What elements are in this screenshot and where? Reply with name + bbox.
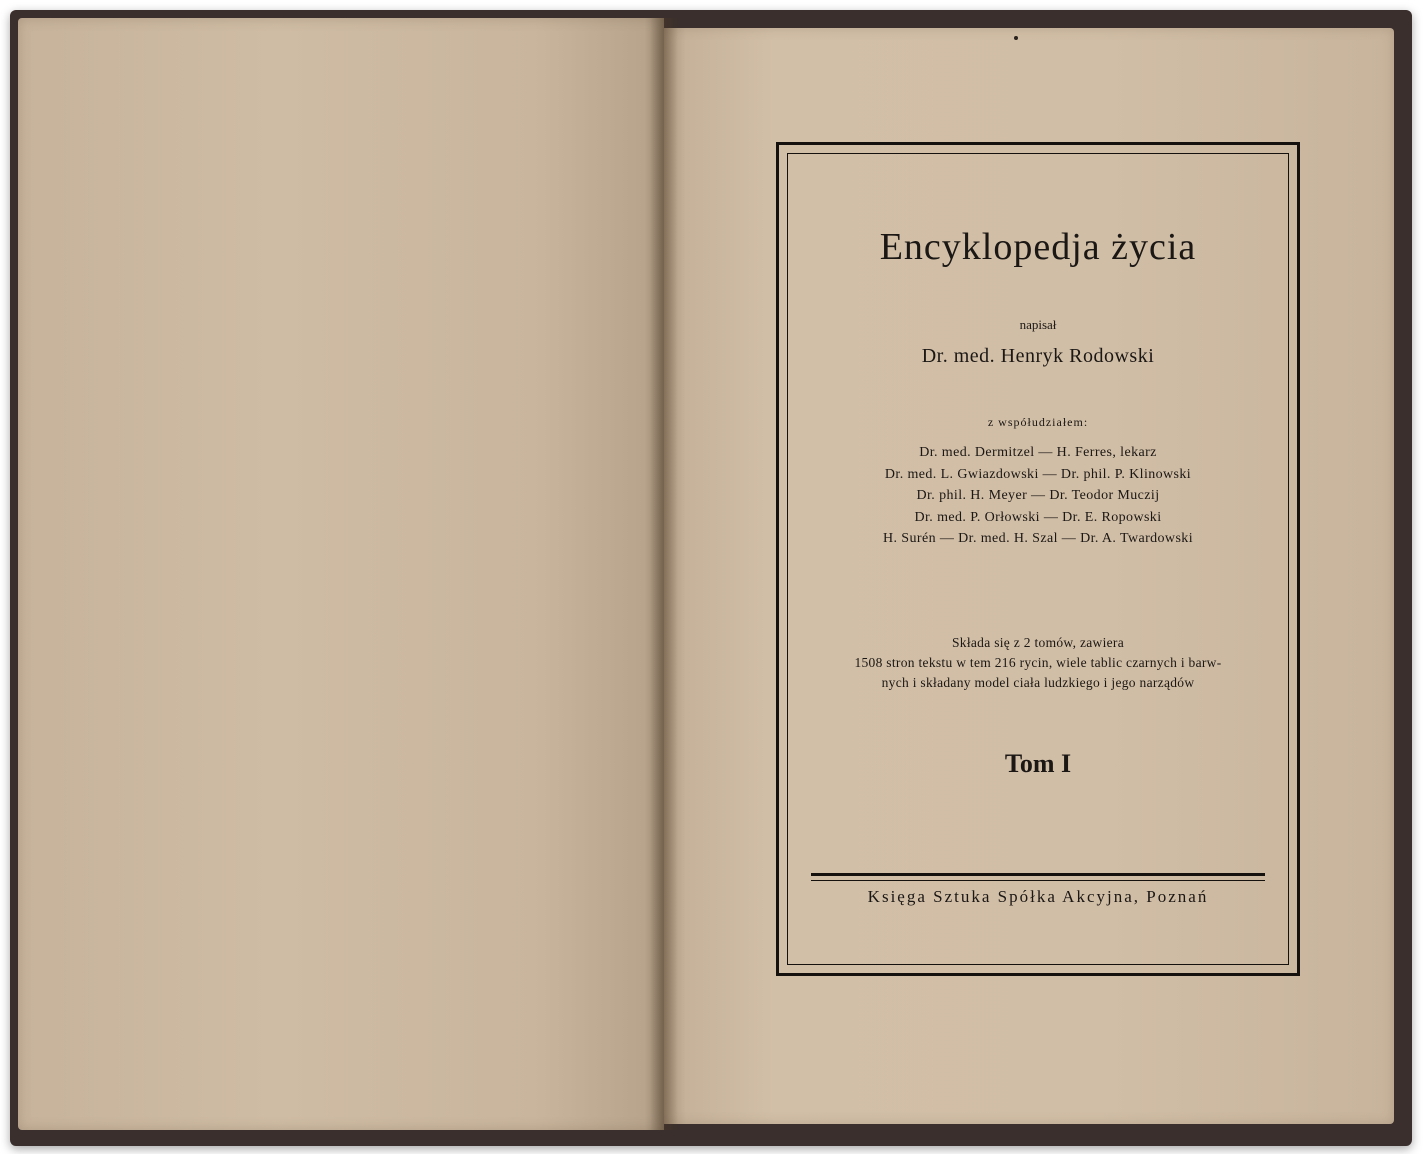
collaboration-heading: z współudziałem: — [987, 415, 1089, 429]
title-page-inner-frame — [787, 153, 1289, 965]
left-blank-page — [18, 18, 664, 1130]
edition-description — [779, 633, 1297, 693]
written-by-label: napisał — [1019, 317, 1057, 332]
publisher-line: Księga Sztuka Spółka Akcyjna, Poznań — [867, 887, 1209, 906]
contributor-line: Dr. med. L. Gwiazdowski — Dr. phil. P. Klinowski — [884, 466, 1192, 482]
contributors-list — [779, 442, 1297, 550]
contributor-line: Dr. med. Dermitzel — H. Ferres, lekarz — [919, 445, 1157, 460]
description-line: 1508 stron tekstu w tem 216 rycin, wiele tablic czarnych i barw- — [854, 655, 1222, 670]
title-page-frame — [776, 142, 1300, 976]
volume-label: Tom I — [1004, 749, 1072, 778]
description-line: Składa się z 2 tomów, zawiera — [951, 635, 1125, 650]
contributor-line: H. Surén — Dr. med. H. Szal — Dr. A. Twardowski — [883, 531, 1193, 546]
paper-speck — [1014, 36, 1018, 40]
author-name: Dr. med. Henryk Rodowski — [921, 345, 1155, 367]
book-gutter — [650, 18, 678, 1130]
book-title: Encyklopedja życia — [879, 226, 1197, 268]
publisher-rule-thick — [811, 873, 1265, 876]
contributor-line: Dr. phil. H. Meyer — Dr. Teodor Muczij — [916, 488, 1160, 503]
description-line: nych i składany model ciała ludzkiego i jego narządów — [881, 675, 1195, 690]
publisher-rule-thin — [811, 880, 1265, 881]
contributor-line: Dr. med. P. Orłowski — Dr. E. Ropowski — [914, 509, 1162, 525]
